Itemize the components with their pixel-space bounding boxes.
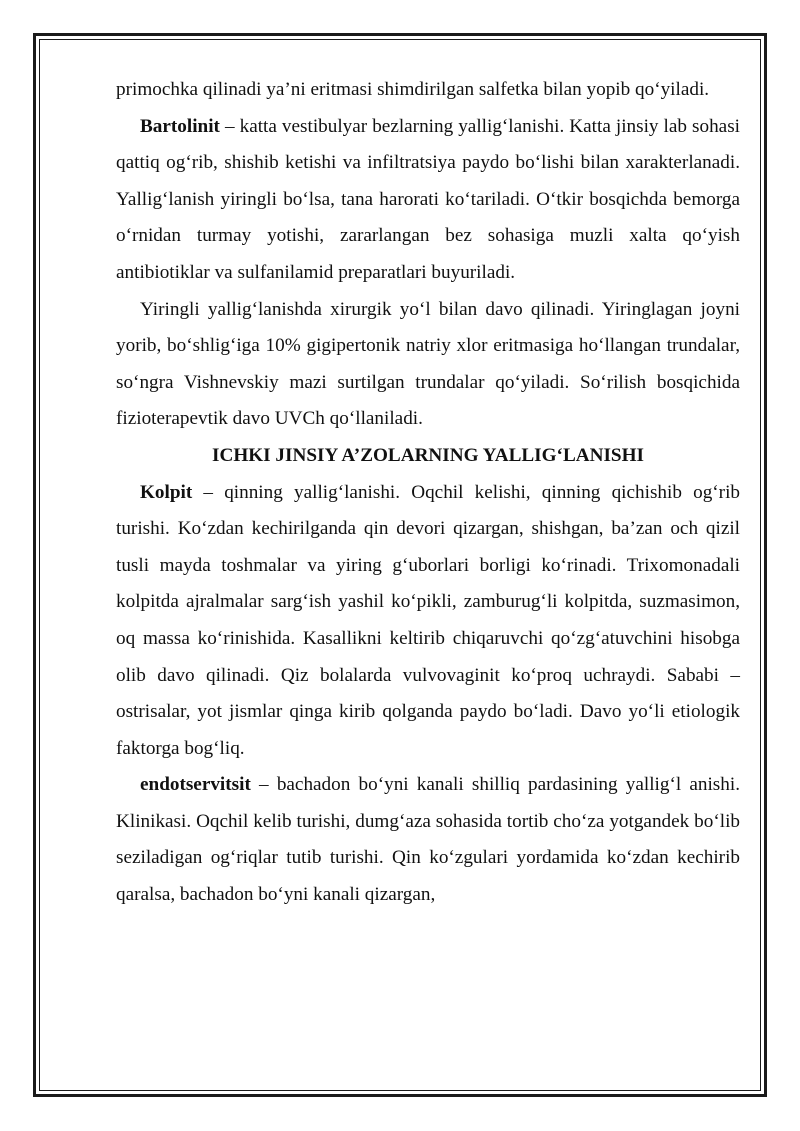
paragraph-text: – bachadon bo‘yni kanali shilliq pardasining yallig‘l anishi. Klinikasi. Oqchil kelib turishi, dumg‘aza sohasida tortib cho‘za yotgandek bo‘lib seziladigan og‘riqlar tutib turishi. Qin ko‘zgulari yordamida ko‘zdan kechirib qaralsa, bachadon bo‘yni kanali qizargan, bbox=[116, 774, 740, 906]
paragraph-kolpit bbox=[116, 475, 740, 768]
paragraph-continuation bbox=[116, 72, 740, 109]
paragraph-text: Yiringli yallig‘lanishda xirurgik yo‘l bilan davo qilinadi. Yiringlagan joyni yorib, bo‘shlig‘iga 10% gigipertonik natriy xlor eritmasiga ho‘llangan trundalar, so‘ngra Vishnevskiy mazi surtilgan trundalar qo‘yiladi. So‘rilish bosqichida fizioterapevtik davo UVCh qo‘llaniladi. bbox=[116, 298, 740, 430]
paragraph-text: primochka qilinadi ya’ni eritmasi shimdirilgan salfetka bilan yopib qo‘yiladi. bbox=[116, 79, 710, 100]
section-heading: ICHKI JINSIY A’ZOLARNING YALLIG‘LANISHI bbox=[212, 444, 644, 466]
term-endotservitsit: endotservitsit bbox=[140, 774, 251, 796]
document-body bbox=[116, 72, 740, 914]
paragraph-surgical-treatment bbox=[116, 292, 740, 438]
paragraph-text: – katta vestibulyar bezlarning yallig‘lanishi. Katta jinsiy lab sohasi qattiq og‘rib, shishib ketishi va infiltratsiya paydo bo‘lishi bilan xarakterlanadi. Yallig‘lanish yiringli bo‘lsa, tana harorati ko‘tariladi. O‘tkir bosqichda bemorga o‘rnidan turmay yotishi, zararlangan bez sohasiga muzli xalta qo‘yish antibiotiklar va sulfanilamid preparatlari buyuriladi. bbox=[116, 115, 740, 283]
paragraph-bartolinit bbox=[116, 109, 740, 292]
paragraph-endotservitsit bbox=[116, 767, 740, 913]
paragraph-text: – qinning yallig‘lanishi. Oqchil kelishi, qinning qichishib og‘rib turishi. Ko‘zdan kechirilganda qin devori qizargan, shishgan, ba’zan och qizil tusli mayda toshmalar va yiring g‘uborlari borligi ko‘rinadi. Trixomonadali kolpitda ajralmalar sarg‘ish yashil ko‘pikli, zamburug‘li kolpitda, suzmasimon, oq massa ko‘rinishida. Kasallikni keltirib chiqaruvchi qo‘zg‘atuvchini hisobga olib davo qilinadi. Qiz bolalarda vulvovaginit ko‘proq uchraydi. Sababi – ostrisalar, yot jismlar qinga kirib qolganda paydo bo‘ladi. Davo yo‘li etiologik faktorga bog‘liq. bbox=[116, 481, 740, 759]
term-kolpit: Kolpit bbox=[140, 481, 193, 503]
term-bartolinit: Bartolinit bbox=[140, 115, 220, 137]
